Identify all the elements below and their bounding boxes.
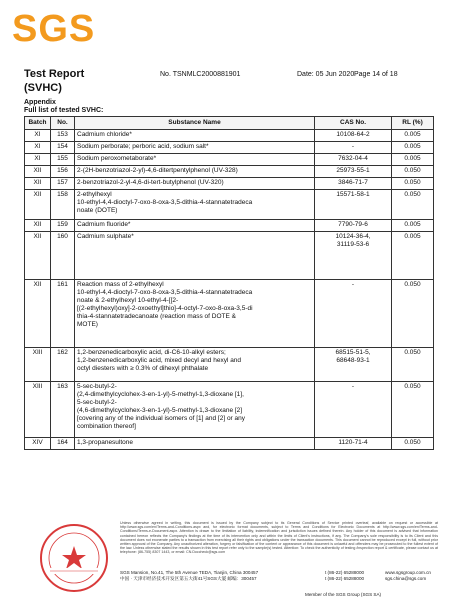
cell-no: 157 [51, 178, 75, 190]
phone-en: t (86-22) 65288000 [325, 570, 365, 575]
cell-batch: XI [25, 154, 51, 166]
report-title: Test Report [24, 68, 85, 80]
list-heading: Full list of tested SVHC: [24, 107, 104, 114]
col-header-batch: Batch [25, 117, 51, 130]
table-body [25, 130, 434, 450]
cell-cas: - [315, 382, 392, 438]
col-header-no: No. [51, 117, 75, 130]
table-row [25, 382, 434, 438]
cell-no: 153 [51, 130, 75, 142]
cell-cas: 7790-79-6 [315, 220, 392, 232]
cell-batch: XIII [25, 382, 51, 438]
cell-cas: 68515-51-5, 68648-93-1 [315, 348, 392, 382]
table-row [25, 130, 434, 142]
legal-disclaimer: Unless otherwise agreed in writing, this document is issued by the Company subject to its General Conditions of Service printed overleaf, available on request or accessible at http://www.sgs.com/en/Terms-and-Conditions.aspx and, for electronic format documents, subject to Terms and Conditions for Electronic Documents at http://www.sgs.com/en/Terms-and-Conditions/Terms-e-Document.aspx. Attention is drawn to the limitation of liability, indemnification and jurisdiction issues defined therein. Any holder of this document is advised that information contained hereon reflects the Company's findings at the time of its intervention only and within the limits of Client's instructions, if any. The Company's sole responsibility is to its Client and this document does not exonerate parties to a transaction from exercising all their rights and obligations under the transaction documents. This document cannot be reproduced except in full, without prior written approval of the Company. Any unauthorized alteration, forgery or falsification of the content or appearance of this document is unlawful and offenders may be prosecuted to the fullest extent of the law. Unless otherwise stated the results shown in this test report refer only to the sample(s) tested. Attention: To check the authenticity of testing /inspection report & certificate, please contact us at telephone: (86-755) 8307 1443, or email: CN.Doccheck@sgs.com [120, 521, 438, 555]
report-date: Date: 05 Jun 2020 [297, 71, 355, 78]
cell-cas: - [315, 280, 392, 348]
col-header-cas: CAS No. [315, 117, 392, 130]
cell-rl: 0.005 [392, 154, 434, 166]
cell-substance: 2-ethylhexyl 10-ethyl-4,4-dioctyl-7-oxo-8-oxa-3,5-dithia-4-stannatetradeca noate (DOTE) [75, 190, 315, 220]
phone-cn: t (86-22) 65288000 [325, 576, 365, 581]
cell-cas: 15571-58-1 [315, 190, 392, 220]
table-row [25, 154, 434, 166]
table-row [25, 166, 434, 178]
cell-cas: 10108-64-2 [315, 130, 392, 142]
report-number: No. TSNMLC2000881901 [160, 71, 241, 78]
table-row [25, 190, 434, 220]
cell-substance: Sodium perborate; perboric acid, sodium salt* [75, 142, 315, 154]
cell-batch: XII [25, 232, 51, 280]
cell-cas: - [315, 142, 392, 154]
website-link[interactable]: www.sgsgroup.com.cn [385, 570, 431, 575]
cell-batch: XII [25, 190, 51, 220]
cell-substance: 5-sec-butyl-2- (2,4-dimethylcyclohex-3-en-1-yl)-5-methyl-1,3-dioxane [1], 5-sec-butyl-2- (4,6-dimethylcyclohex-3-en-1-yl)-5-methyl-1,3-dioxane [2] [covering any of the individual isomers of [1] and [2] or any combination thereof] [75, 382, 315, 438]
table-row [25, 220, 434, 232]
col-header-substance: Substance Name [75, 117, 315, 130]
cell-batch: XI [25, 142, 51, 154]
cell-rl: 0.050 [392, 280, 434, 348]
cell-rl: 0.050 [392, 382, 434, 438]
cell-no: 156 [51, 166, 75, 178]
cell-substance: 2-(2H-benzotriazol-2-yl)-4,6-ditertpentylphenol (UV-328) [75, 166, 315, 178]
cell-rl: 0.050 [392, 348, 434, 382]
cell-cas: 3846-71-7 [315, 178, 392, 190]
page-number: Page 14 of 18 [354, 71, 398, 78]
cell-cas: 25973-55-1 [315, 166, 392, 178]
cell-substance: Reaction mass of 2-ethylhexyl 10-ethyl-4,4-dioctyl-7-oxo-8-oxa-3,5-dithia-4-stannatetradeca noate & 2-ethylhexyl 10-ethyl-4-[[2- [(2-ethylhexyl)oxy]-2-oxoethyl]thio]-4-octyl-7-oxo-8-oxa-3,5-di thia-4-stannatetradecanoate (reaction mass of DOTE & MOTE) [75, 280, 315, 348]
cell-substance: Cadmium sulphate* [75, 232, 315, 280]
cell-substance: Cadmium chloride* [75, 130, 315, 142]
table-row [25, 232, 434, 280]
cell-no: 158 [51, 190, 75, 220]
cell-rl: 0.050 [392, 438, 434, 450]
footer-address [120, 570, 438, 582]
cell-no: 154 [51, 142, 75, 154]
cell-cas: 7632-04-4 [315, 154, 392, 166]
table-row [25, 438, 434, 450]
cell-substance: 2-benzotriazol-2-yl-4,6-di-tert-butylphenol (UV-320) [75, 178, 315, 190]
table-row [25, 142, 434, 154]
cell-batch: XI [25, 130, 51, 142]
cell-batch: XII [25, 166, 51, 178]
table-row [25, 348, 434, 382]
cell-no: 164 [51, 438, 75, 450]
member-note: Member of the SGS Group (SGS SA) [305, 592, 382, 597]
cell-rl: 0.005 [392, 232, 434, 280]
cell-substance: 1,2-benzenedicarboxylic acid, di-C6-10-alkyl esters; 1,2-benzenedicarboxylic acid, mixed decyl and hexyl and octyl diesters with ≥ 0.3% of dihexyl phthalate [75, 348, 315, 382]
cell-substance: 1,3-propanesultone [75, 438, 315, 450]
cell-batch: XII [25, 280, 51, 348]
sgs-logo [12, 8, 132, 48]
cell-rl: 0.005 [392, 130, 434, 142]
svg-text:SGS: SGS [12, 8, 96, 48]
cell-rl: 0.005 [392, 220, 434, 232]
cell-cas: 10124-36-4, 31119-53-6 [315, 232, 392, 280]
table-header-row [25, 117, 434, 130]
cell-substance: Sodium peroxometaborate* [75, 154, 315, 166]
appendix-heading: Appendix [24, 99, 56, 106]
cell-rl: 0.050 [392, 166, 434, 178]
table-row [25, 178, 434, 190]
cell-no: 155 [51, 154, 75, 166]
cell-batch: XII [25, 220, 51, 232]
cell-cas: 1120-71-4 [315, 438, 392, 450]
cell-rl: 0.050 [392, 190, 434, 220]
cell-batch: XII [25, 178, 51, 190]
cell-rl: 0.005 [392, 142, 434, 154]
col-header-rl: RL (%) [392, 117, 434, 130]
table-row [25, 280, 434, 348]
company-seal [38, 522, 110, 594]
svhc-table [24, 116, 434, 450]
cell-batch: XIII [25, 348, 51, 382]
cell-no: 162 [51, 348, 75, 382]
address-cn: 中国 · 天津市经济技术开发区第五大街41号SGS大厦 邮编：300457 [120, 576, 257, 581]
cell-no: 160 [51, 232, 75, 280]
report-subtitle: (SVHC) [24, 82, 62, 94]
cell-no: 163 [51, 382, 75, 438]
cell-no: 159 [51, 220, 75, 232]
report-header [24, 68, 434, 98]
cell-no: 161 [51, 280, 75, 348]
cell-batch: XIV [25, 438, 51, 450]
cell-rl: 0.050 [392, 178, 434, 190]
email-link[interactable]: sgs.china@sgs.com [385, 576, 427, 581]
address-en: SGS Mansion, No.41, The 5th Avenue TEDA, Tianjin, China 300457 [120, 570, 259, 575]
cell-substance: Cadmium fluoride* [75, 220, 315, 232]
